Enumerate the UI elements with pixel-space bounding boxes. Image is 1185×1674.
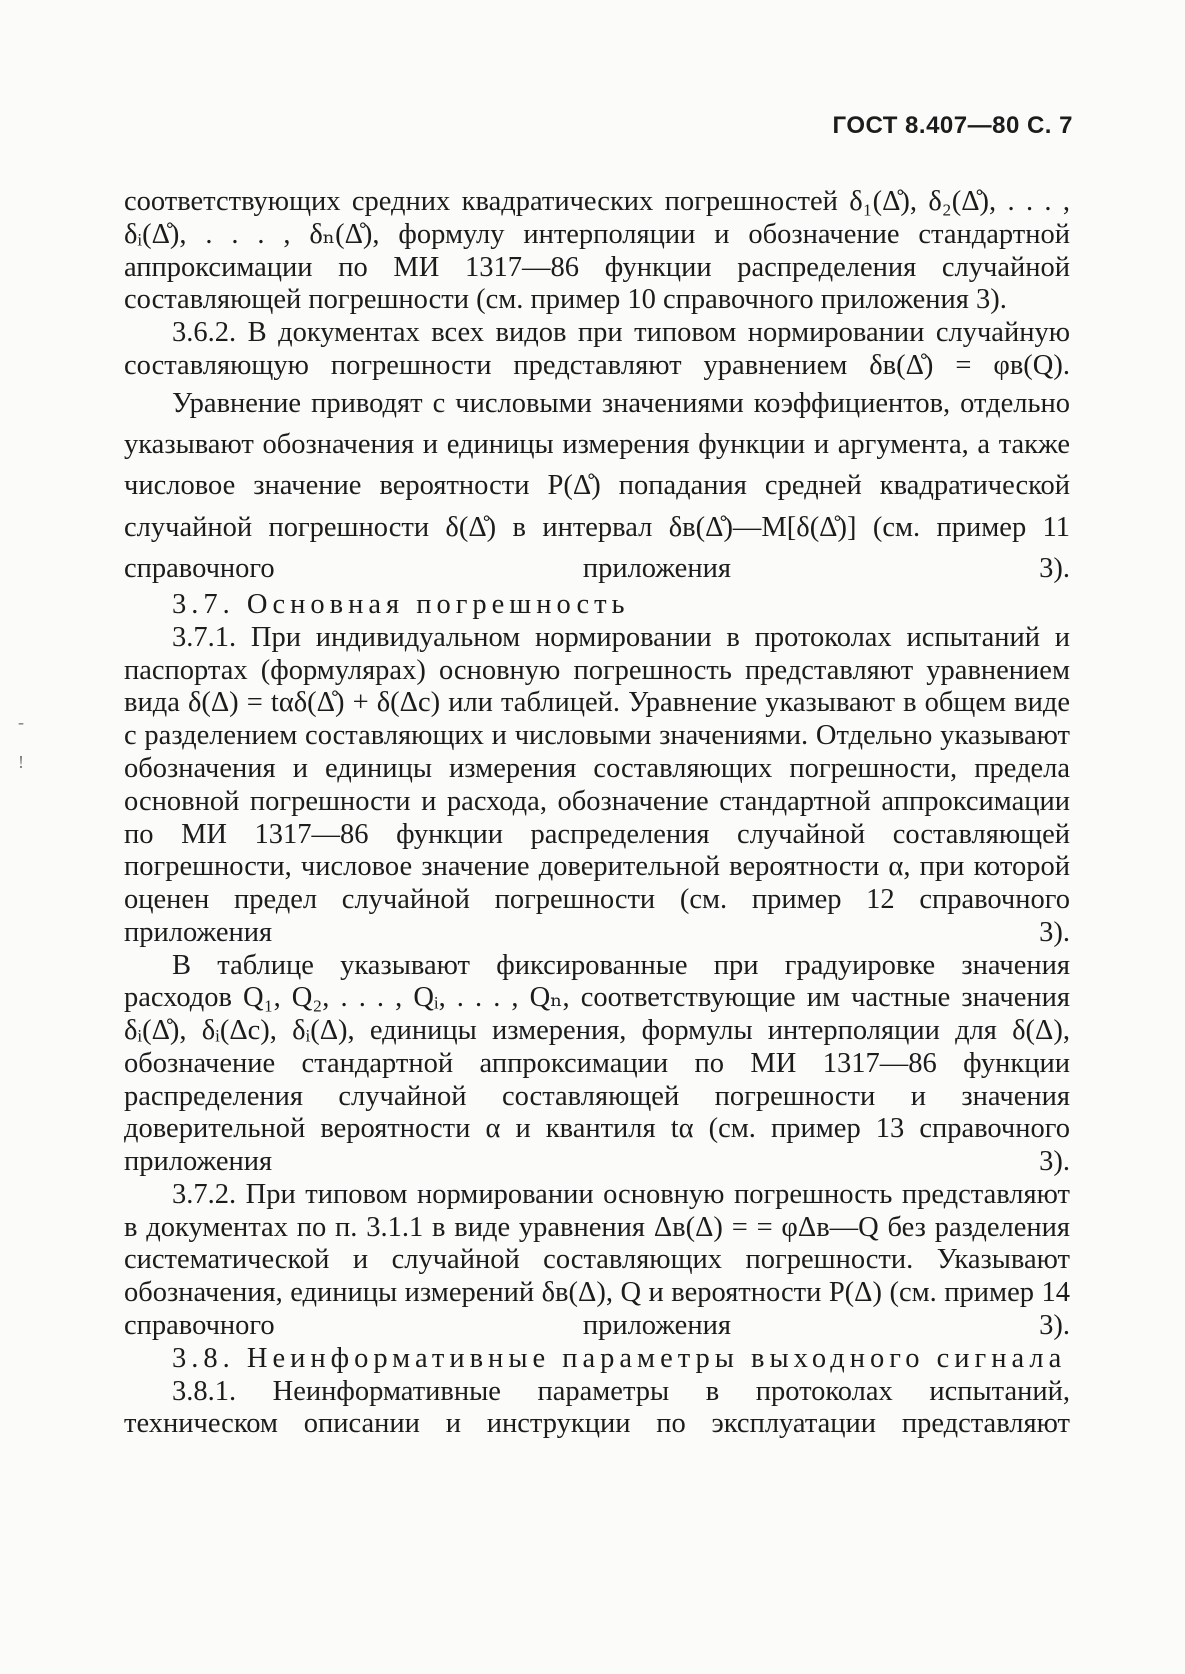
paragraph: 3.7.1. При индивидуальном нормировании в протоколах испытаний и паспортах (формулярах) основную погрешность представляют уравнением вида δ(Δ) = tαδ(Δ̊) + δ(Δc) или таблицей. Уравнение указывают в общем виде с разделением составляющих и числовыми значениями. Отдельно указывают обозначения и единицы измерения составляющих погрешности, предела основной погрешности и расхода, обозначение стандартной аппроксимации по МИ 1317—86 функции распределения случайной составляющей погрешности, числовое значение доверительной вероятности α, при которой оценен предел случайной погрешности (см. пример 12 справочного приложения 3). (124, 621, 1070, 948)
margin-mark: - (18, 712, 24, 732)
paragraph: 3.8.1. Неинформативные параметры в протоколах испытаний, техническом описании и инструкции по эксплуатации представляют (124, 1375, 1070, 1440)
paragraph: 3.7.2. При типовом нормировании основную погрешность представляют в документах по п. 3.1.1 в виде уравнения Δв(Δ) = = φΔв—Q без разделения систематической и случайной составляющих погрешности. Указывают обозначения, единицы измерений δв(Δ), Q и вероятности P(Δ) (см. пример 14 справочного приложения 3). (124, 1178, 1070, 1341)
margin-mark: ! (18, 752, 24, 772)
paragraph: 3.6.2. В документах всех видов при типовом нормировании случайную составляющую погрешности представляют уравнением δв(Δ̊) = φв(Q). (124, 317, 1070, 381)
section-heading: 3.7. Основная погрешность (172, 589, 630, 621)
document-body (124, 186, 1070, 1441)
page-header: ГОСТ 8.407—80 С. 7 (832, 112, 1073, 139)
paragraph: В таблице указывают фиксированные при градуировке значения расходов Q₁, Q₂, . . . , Qᵢ, . . . , Qₙ, соответствующие им частные значения δᵢ(Δ̊), δᵢ(Δc), δᵢ(Δ), единицы измерения, формулы интерполяции для δ(Δ), обозначение стандартной аппроксимации по МИ 1317—86 функции распределения случайной составляющей погрешности и значения доверительной вероятности α и квантиля tα (см. пример 13 справочного приложения 3). (124, 949, 1070, 1178)
section-heading: 3.8. Неинформативные параметры выходного сигнала (172, 1342, 1067, 1374)
paragraph: соответствующих средних квадратических погрешностей δ₁(Δ̊), δ₂(Δ̊), . . . , δᵢ(Δ̊), . . . , δₙ(Δ̊), формулу интерполяции и обозначение стандартной аппроксимации по МИ 1317—86 функции распределения случайной составляющей погрешности (см. пример 10 справочного приложения 3). (124, 186, 1070, 316)
paragraph: Уравнение приводят с числовыми значениями коэффициентов, отдельно указывают обозначения и единицы измерения функции и аргумента, а также числовое значение вероятности P(Δ̊) попадания средней квадратической случайной погрешности δ(Δ̊) в интервал δв(Δ̊)—M[δ(Δ̊)] (см. пример 11 справочного приложения 3). (124, 387, 1070, 584)
